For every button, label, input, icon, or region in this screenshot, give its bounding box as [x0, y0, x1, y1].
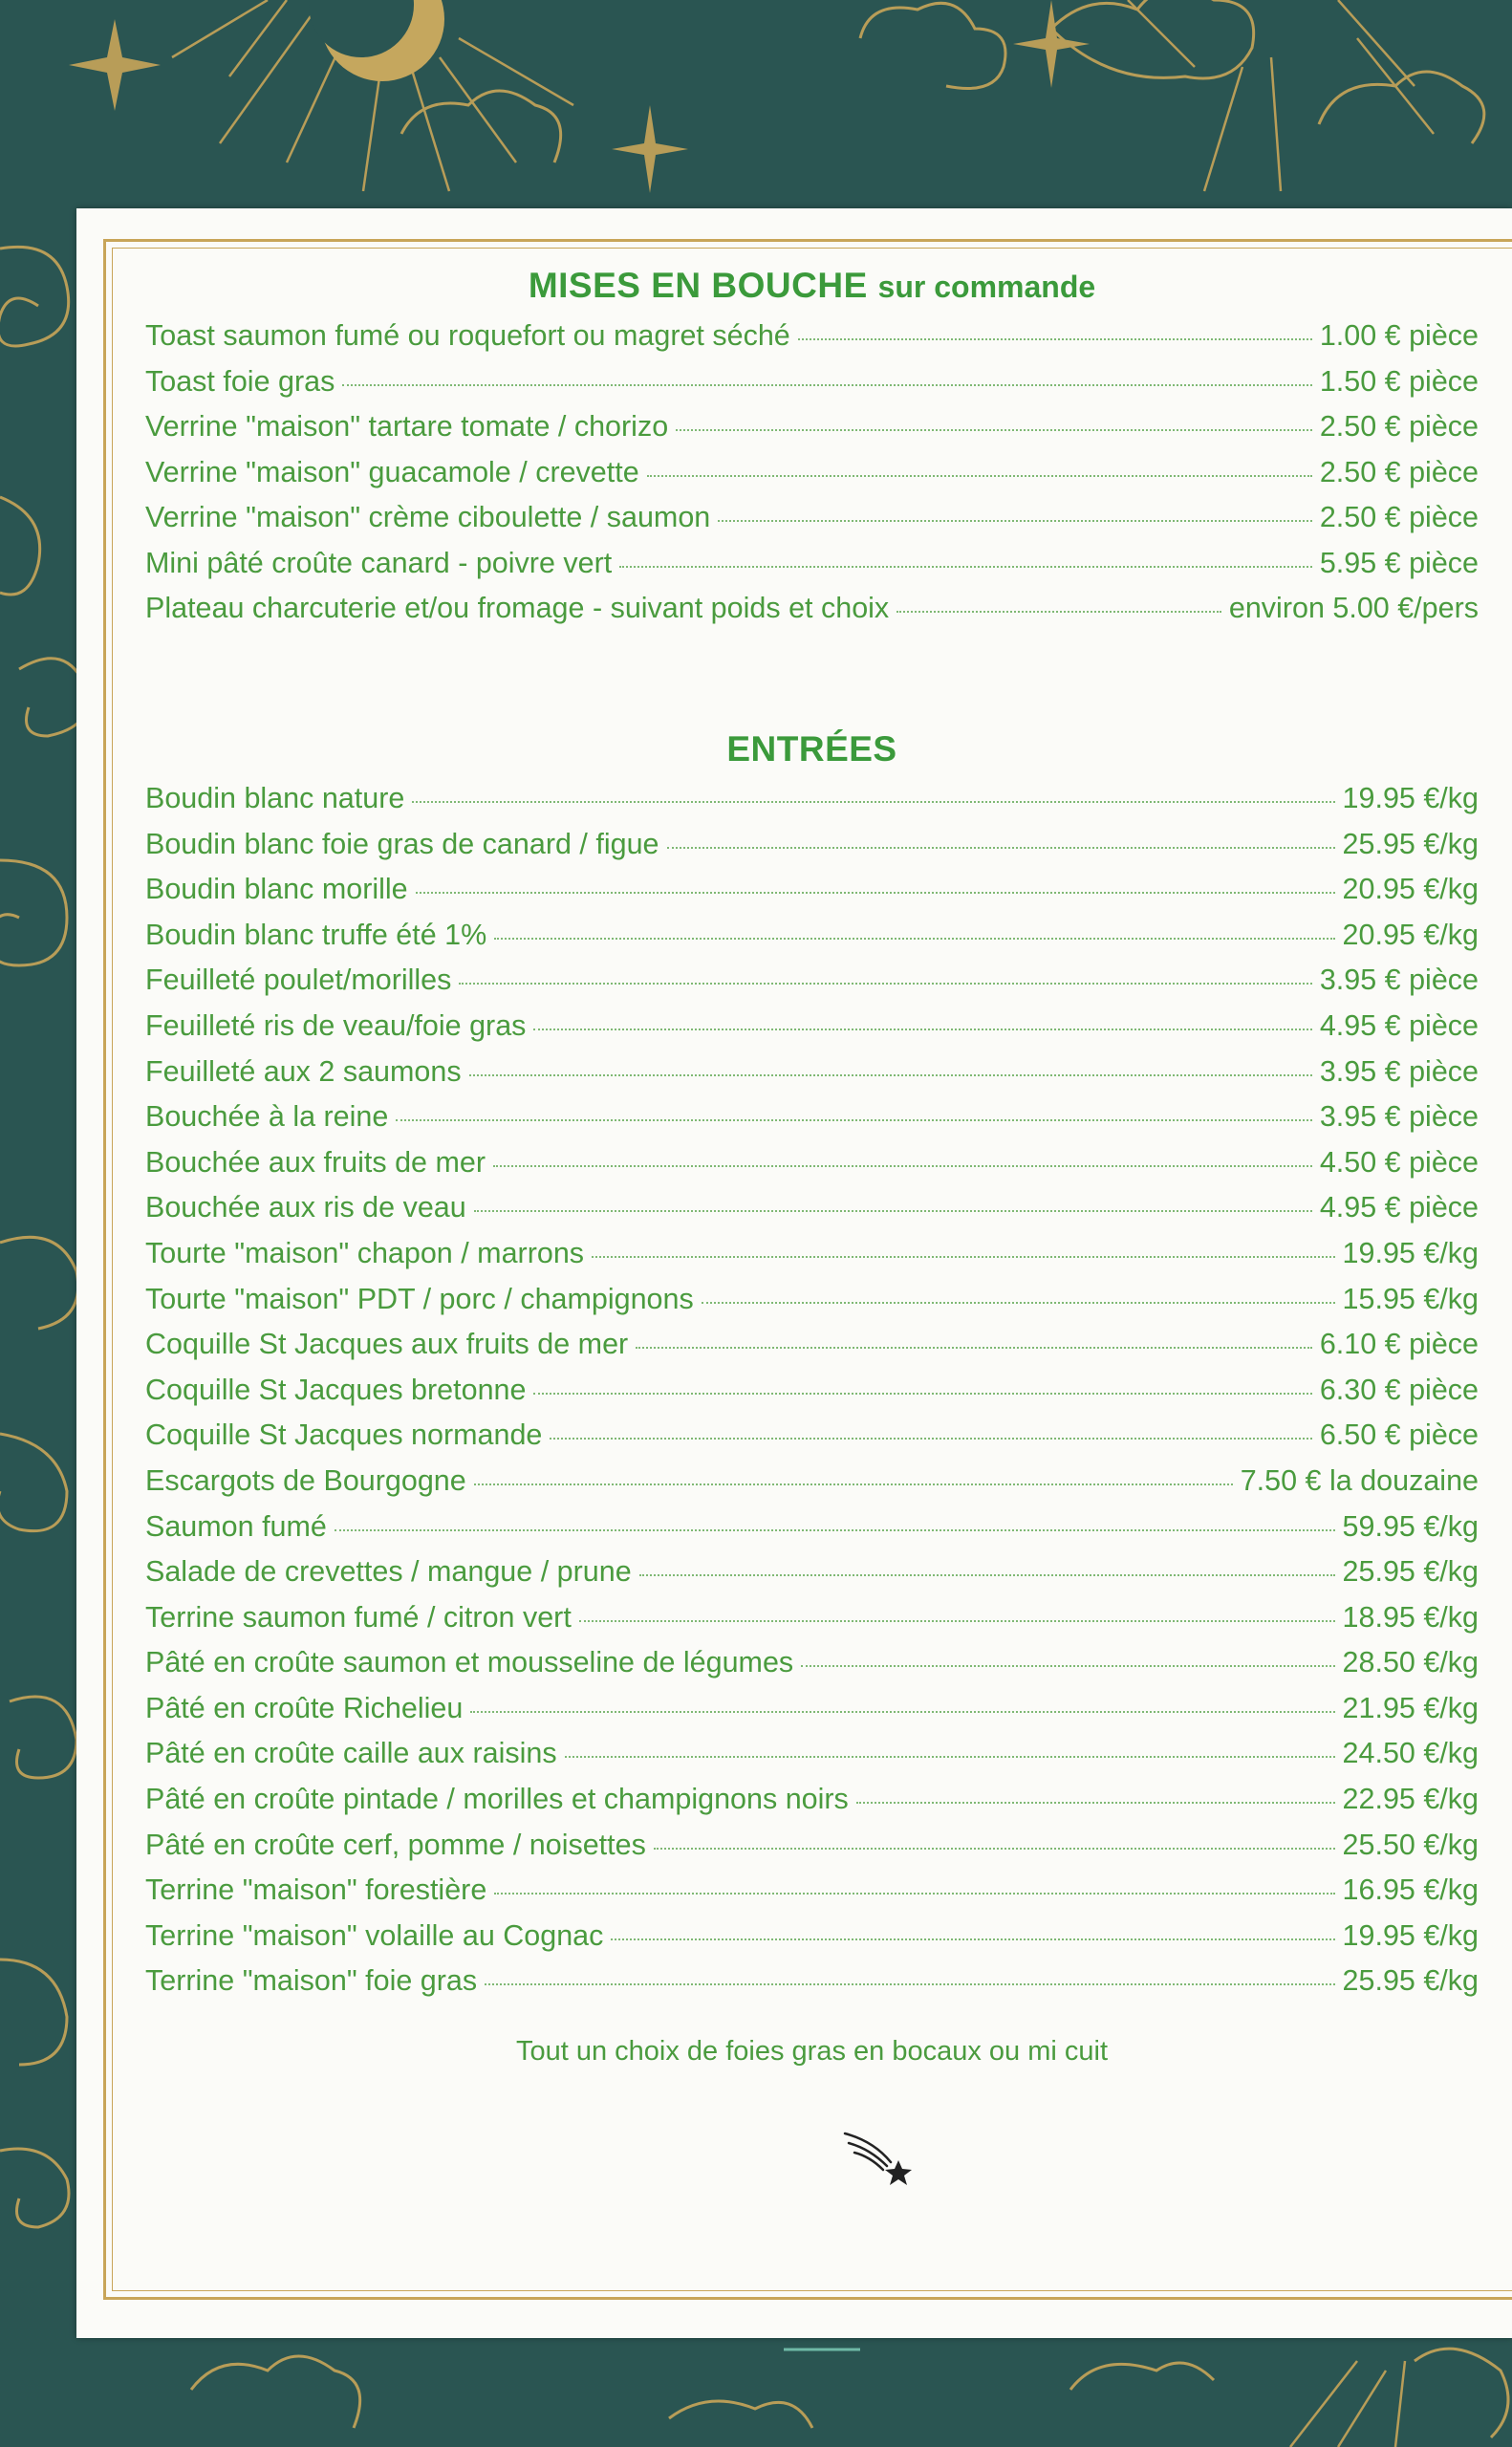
- entrees-list: [145, 782, 1479, 2010]
- dotted-leader: [654, 1848, 1335, 1850]
- menu-item-name: Tourte "maison" PDT / porc / champignons: [145, 1282, 694, 1315]
- dotted-leader: [856, 1802, 1335, 1804]
- menu-item: [145, 1510, 1479, 1556]
- menu-item-price: 2.50 € pièce: [1319, 501, 1479, 533]
- menu-item-price: 2.50 € pièce: [1319, 410, 1479, 443]
- menu-item-name: Bouchée aux fruits de mer: [145, 1145, 486, 1179]
- dotted-leader: [702, 1302, 1335, 1304]
- menu-item-name: Pâté en croûte saumon et mousseline de légumes: [145, 1646, 794, 1679]
- mises-en-bouche-list: [145, 319, 1479, 638]
- menu-item-name: Bouchée aux ris de veau: [145, 1191, 466, 1224]
- dotted-leader: [494, 1893, 1334, 1895]
- menu-item-name: Tourte "maison" chapon / marrons: [145, 1236, 585, 1269]
- menu-item: [145, 319, 1479, 365]
- dotted-leader: [494, 938, 1334, 940]
- menu-item-price: 3.95 € pièce: [1319, 1054, 1479, 1088]
- dotted-leader: [342, 384, 1311, 386]
- menu-item-price: 1.50 € pièce: [1319, 364, 1479, 398]
- menu-item-price: 1.00 € pièce: [1319, 319, 1479, 352]
- dotted-leader: [579, 1620, 1335, 1622]
- menu-item-name: Terrine "maison" volaille au Cognac: [145, 1918, 604, 1952]
- menu-item: [145, 1283, 1479, 1329]
- menu-item: [145, 1055, 1479, 1101]
- menu-item: [145, 1873, 1479, 1919]
- menu-item: [145, 1146, 1479, 1192]
- menu-item: [145, 828, 1479, 874]
- menu-item-name: Coquille St Jacques aux fruits de mer: [145, 1328, 629, 1361]
- menu-item-name: Terrine "maison" forestière: [145, 1873, 487, 1907]
- dotted-leader: [474, 1210, 1312, 1212]
- menu-item: [145, 1964, 1479, 2010]
- menu-item-name: Coquille St Jacques bretonne: [145, 1373, 527, 1406]
- menu-item: [145, 1601, 1479, 1647]
- menu-item-price: 2.50 € pièce: [1319, 455, 1479, 488]
- dotted-leader: [667, 847, 1335, 849]
- menu-item: [145, 1692, 1479, 1738]
- menu-item-price: 19.95 €/kg: [1342, 1918, 1479, 1952]
- section-title-entrees: ENTRÉES: [726, 729, 897, 769]
- menu-item-price: 20.95 €/kg: [1342, 918, 1479, 951]
- menu-item-name: Pâté en croûte cerf, pomme / noisettes: [145, 1828, 646, 1861]
- menu-item: [145, 1829, 1479, 1874]
- menu-item: [145, 456, 1479, 502]
- dotted-leader: [470, 1711, 1334, 1713]
- menu-item: [145, 592, 1479, 638]
- dotted-leader: [412, 801, 1334, 803]
- dotted-leader: [469, 1074, 1312, 1076]
- menu-item: [145, 410, 1479, 456]
- menu-item-name: Verrine "maison" tartare tomate / chorizo: [145, 410, 669, 443]
- menu-item: [145, 1783, 1479, 1829]
- menu-item: [145, 873, 1479, 919]
- menu-item: [145, 1555, 1479, 1601]
- menu-item: [145, 964, 1479, 1009]
- dotted-leader: [565, 1756, 1335, 1758]
- menu-card: [76, 208, 1512, 2338]
- dotted-leader: [533, 1029, 1311, 1030]
- menu-item: [145, 547, 1479, 593]
- menu-item-name: Toast saumon fumé ou roquefort ou magret séché: [145, 319, 790, 352]
- dotted-leader: [636, 1347, 1312, 1349]
- menu-item: [145, 1646, 1479, 1692]
- menu-item-name: Feuilleté ris de veau/foie gras: [145, 1008, 527, 1042]
- menu-item-name: Saumon fumé: [145, 1509, 327, 1543]
- menu-item: [145, 1919, 1479, 1965]
- dotted-leader: [647, 475, 1312, 477]
- menu-item-price: 4.95 € pièce: [1319, 1191, 1479, 1224]
- menu-item: [145, 1464, 1479, 1510]
- menu-item-price: 20.95 €/kg: [1342, 873, 1479, 906]
- footnote: Tout un choix de foies gras en bocaux ou mi cuit: [515, 2036, 1109, 2067]
- dotted-leader: [798, 338, 1312, 340]
- dotted-leader: [676, 429, 1312, 431]
- menu-item: [145, 1009, 1479, 1055]
- dotted-leader: [550, 1438, 1311, 1440]
- dotted-leader: [474, 1483, 1233, 1485]
- menu-item-price: 28.50 €/kg: [1342, 1646, 1479, 1679]
- menu-item: [145, 1418, 1479, 1464]
- menu-item-name: Mini pâté croûte canard - poivre vert: [145, 546, 613, 579]
- menu-item-name: Boudin blanc foie gras de canard / figue: [145, 827, 659, 860]
- menu-item-price: 4.95 € pièce: [1319, 1008, 1479, 1042]
- menu-item-name: Plateau charcuterie et/ou fromage - suivant poids et choix: [145, 592, 890, 624]
- menu-item-name: Toast foie gras: [145, 364, 335, 398]
- menu-item-price: 25.95 €/kg: [1342, 827, 1479, 860]
- dotted-leader: [801, 1665, 1334, 1667]
- menu-item: [145, 1328, 1479, 1374]
- dotted-leader: [639, 1574, 1335, 1576]
- menu-item-name: Pâté en croûte pintade / morilles et champignons noirs: [145, 1783, 849, 1816]
- menu-item-price: 18.95 €/kg: [1342, 1600, 1479, 1634]
- menu-item-price: 3.95 € pièce: [1319, 1100, 1479, 1134]
- section-title-mises-en-bouche: [145, 266, 1479, 306]
- menu-item-name: Boudin blanc truffe été 1%: [145, 918, 487, 951]
- menu-item-price: 21.95 €/kg: [1342, 1691, 1479, 1724]
- menu-item-price: 6.30 € pièce: [1319, 1373, 1479, 1406]
- menu-item: [145, 1100, 1479, 1146]
- menu-item: [145, 782, 1479, 828]
- menu-item-price: 6.10 € pièce: [1319, 1328, 1479, 1361]
- menu-item-price: 19.95 €/kg: [1342, 1236, 1479, 1269]
- dotted-leader: [533, 1393, 1311, 1395]
- menu-item-name: Escargots de Bourgogne: [145, 1463, 466, 1497]
- menu-item-name: Bouchée à la reine: [145, 1100, 389, 1134]
- section-title-text: MISES EN BOUCHE: [528, 266, 868, 305]
- menu-item-name: Boudin blanc nature: [145, 782, 405, 814]
- dotted-leader: [592, 1256, 1335, 1258]
- dotted-leader: [718, 520, 1312, 522]
- menu-item-price: 15.95 €/kg: [1342, 1282, 1479, 1315]
- menu-item: [145, 501, 1479, 547]
- dotted-leader: [619, 566, 1312, 568]
- menu-item-name: Verrine "maison" guacamole / crevette: [145, 455, 639, 488]
- dotted-leader: [459, 983, 1311, 985]
- menu-item-price: 25.50 €/kg: [1342, 1828, 1479, 1861]
- menu-item: [145, 919, 1479, 964]
- dotted-leader: [396, 1119, 1311, 1121]
- menu-item-price: 4.50 € pièce: [1319, 1145, 1479, 1179]
- menu-item-name: Terrine saumon fumé / citron vert: [145, 1600, 572, 1634]
- menu-item-price: 16.95 €/kg: [1342, 1873, 1479, 1907]
- menu-item-name: Verrine "maison" crème ciboulette / saumon: [145, 501, 711, 533]
- menu-item-price: 5.95 € pièce: [1319, 546, 1479, 579]
- dotted-leader: [611, 1938, 1334, 1940]
- menu-item-name: Terrine "maison" foie gras: [145, 1964, 478, 1998]
- menu-item: [145, 1237, 1479, 1283]
- menu-item-name: Salade de crevettes / mangue / prune: [145, 1555, 632, 1589]
- menu-item-name: Feuilleté poulet/morilles: [145, 964, 452, 997]
- menu-item-name: Pâté en croûte Richelieu: [145, 1691, 464, 1724]
- menu-item: [145, 1191, 1479, 1237]
- menu-item: [145, 1374, 1479, 1419]
- dotted-leader: [493, 1165, 1312, 1167]
- menu-item-price: 59.95 €/kg: [1342, 1509, 1479, 1543]
- dotted-leader: [416, 892, 1335, 894]
- section-subtitle: sur commande: [877, 270, 1096, 304]
- left-swirls: [0, 247, 88, 2227]
- menu-item-price: environ 5.00 €/pers: [1228, 592, 1479, 624]
- menu-item-name: Pâté en croûte caille aux raisins: [145, 1737, 557, 1770]
- menu-item-price: 25.95 €/kg: [1342, 1964, 1479, 1998]
- dotted-leader: [335, 1529, 1335, 1531]
- menu-item-price: 3.95 € pièce: [1319, 964, 1479, 997]
- dotted-leader: [485, 1983, 1334, 1985]
- menu-item-price: 19.95 €/kg: [1342, 782, 1479, 814]
- menu-item-price: 22.95 €/kg: [1342, 1783, 1479, 1816]
- menu-item-price: 7.50 € la douzaine: [1240, 1463, 1479, 1497]
- menu-item: [145, 1737, 1479, 1783]
- menu-item-name: Boudin blanc morille: [145, 873, 408, 906]
- menu-item-price: 6.50 € pièce: [1319, 1418, 1479, 1452]
- menu-item-name: Coquille St Jacques normande: [145, 1418, 543, 1452]
- menu-item-price: 24.50 €/kg: [1342, 1737, 1479, 1770]
- menu-item: [145, 365, 1479, 411]
- menu-item-price: 25.95 €/kg: [1342, 1555, 1479, 1589]
- menu-item-name: Feuilleté aux 2 saumons: [145, 1054, 462, 1088]
- dotted-leader: [896, 611, 1221, 613]
- shooting-star-icon: [841, 2128, 918, 2185]
